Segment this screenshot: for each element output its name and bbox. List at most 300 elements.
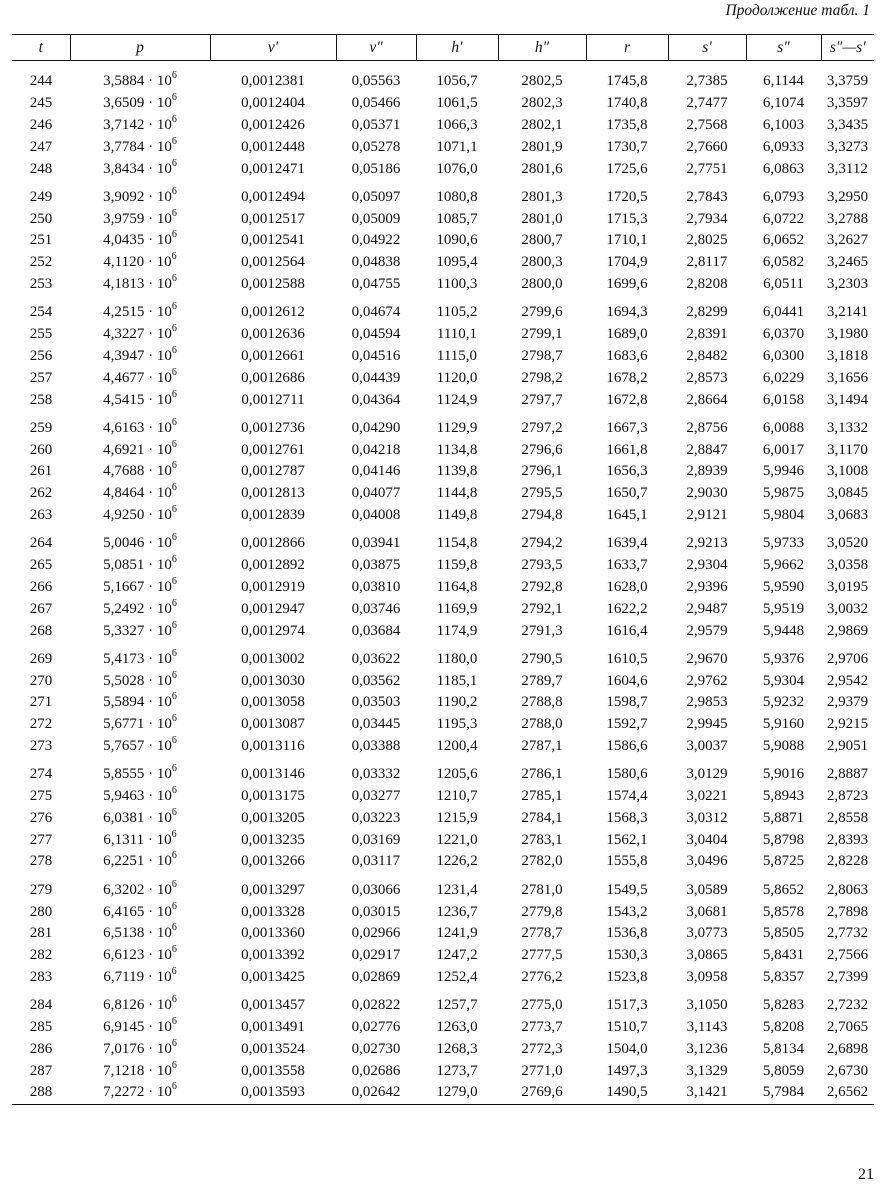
pressure-mantissa: 4,4677 · 10 [103,369,172,386]
cell-v-double-prime: 0,04594 [351,326,401,343]
table-row [12,367,874,389]
cell-s-prime: 2,8573 [686,369,728,386]
cell-t: 273 [29,738,53,754]
cell-h-double-prime: 2798,7 [521,347,563,364]
cell-v-prime: 0,0013235 [241,831,305,848]
pressure-exponent: 6 [171,251,177,263]
cell-s-prime: 2,9396 [686,578,728,595]
cell-v-prime: 0,0012813 [241,485,305,502]
cell-p [70,1082,210,1104]
pressure-exponent: 6 [171,273,177,285]
cell-v-prime: 0,0012541 [241,232,305,249]
cell-v-double-prime: 0,04674 [351,304,401,321]
pressure-mantissa: 4,9250 · 10 [103,507,172,524]
cell-h-double-prime: 2796,6 [521,441,563,458]
cell-v-double-prime: 0,05278 [351,138,401,155]
cell-h-prime: 1164,8 [436,578,478,595]
table-row [12,736,874,758]
table-row [12,71,874,93]
cell-r: 1650,7 [606,485,648,502]
cell-s-difference: 3,3597 [826,95,869,112]
cell-s-prime: 2,8117 [686,254,728,271]
cell-h-prime: 1221,0 [436,831,478,848]
cell-r: 1543,2 [606,903,648,920]
pressure-mantissa: 5,0046 · 10 [103,535,172,552]
cell-s-prime: 2,7843 [686,188,728,205]
pressure-mantissa: 4,5415 · 10 [103,391,172,408]
cell-v-double-prime: 0,04218 [351,441,401,458]
cell-t: 282 [29,947,53,964]
cell-s-prime: 2,9670 [686,650,728,667]
cell-v-double-prime: 0,05009 [351,210,401,227]
table-row [12,620,874,642]
cell-v-double-prime: 0,05186 [351,160,401,177]
cell-v-double-prime: 0,02822 [351,997,401,1014]
cell-p [70,533,210,555]
pressure-exponent: 6 [171,597,177,609]
cell-s-difference: 3,3435 [826,116,869,133]
cell-v-prime: 0,0012494 [241,188,305,205]
cell-s-difference: 3,1818 [826,347,869,364]
cell-r: 1574,4 [606,788,648,805]
cell-p [70,670,210,692]
cell-s-difference: 2,7232 [826,997,869,1014]
cell-r: 1735,8 [606,116,648,133]
cell-v-double-prime: 0,04077 [351,485,401,502]
pressure-mantissa: 4,2515 · 10 [103,304,172,321]
steam-properties-table [12,34,874,1105]
cell-t: 276 [29,809,53,826]
table-row [12,808,874,830]
pressure-exponent: 6 [171,229,177,241]
cell-t: 262 [29,485,53,502]
cell-v-prime: 0,0012661 [241,347,305,364]
pressure-mantissa: 7,1218 · 10 [103,1062,172,1079]
cell-v-double-prime: 0,04922 [351,232,401,249]
cell-v-double-prime: 0,03746 [351,600,401,617]
pressure-exponent: 6 [171,647,177,659]
table-row [12,158,874,180]
table-row [12,346,874,368]
cell-h-prime: 1056,7 [436,73,478,90]
cell-p [70,808,210,830]
cell-r: 1715,3 [606,210,648,227]
pressure-mantissa: 4,0435 · 10 [103,232,172,249]
cell-t: 275 [29,788,53,805]
cell-s-double-prime: 6,0088 [762,419,805,436]
cell-s-double-prime: 5,8798 [762,831,805,848]
cell-r: 1549,5 [606,881,648,898]
cell-h-double-prime: 2788,8 [521,694,563,711]
header-p: p [70,35,210,61]
pressure-exponent: 6 [171,691,177,703]
cell-r: 1745,8 [606,73,648,90]
cell-s-double-prime: 6,0793 [762,188,805,205]
cell-v-prime: 0,0013360 [241,925,305,942]
table-row [12,995,874,1017]
cell-s-prime: 2,7934 [686,210,728,227]
pressure-exponent: 6 [171,878,177,890]
pressure-mantissa: 7,0176 · 10 [103,1040,172,1057]
cell-r: 1661,8 [606,441,648,458]
cell-h-double-prime: 2789,7 [521,672,563,689]
cell-r: 1683,6 [606,347,648,364]
table-row [12,923,874,945]
cell-h-double-prime: 2788,0 [521,716,563,733]
pressure-exponent: 6 [171,366,177,378]
cell-t: 249 [29,188,53,205]
cell-h-double-prime: 2775,0 [521,997,563,1014]
cell-r: 1656,3 [606,463,648,480]
cell-v-prime: 0,0013593 [210,1082,336,1104]
cell-p [70,598,210,620]
cell-v-prime: 0,0012711 [241,391,305,408]
header-t: t [12,35,70,61]
cell-s-double-prime: 5,9804 [762,507,805,524]
header-s-prime: s′ [668,35,746,61]
cell-r: 1504,0 [606,1040,648,1057]
cell-t: 277 [29,831,53,848]
cell-t: 268 [29,622,53,639]
cell-s-difference: 2,9706 [826,650,869,667]
table-row [12,555,874,577]
cell-s-prime: 2,9762 [686,672,728,689]
cell-s-prime: 3,1143 [686,1019,728,1036]
pressure-exponent: 6 [171,113,177,125]
cell-v-prime: 0,0013002 [241,650,305,667]
cell-s-double-prime: 5,9946 [762,463,805,480]
cell-h-prime: 1200,4 [436,738,478,754]
cell-s-difference: 2,9051 [826,738,869,754]
pressure-exponent: 6 [171,1059,177,1071]
cell-s-difference: 3,3759 [826,73,869,90]
cell-s-difference: 3,0845 [826,485,869,502]
cell-h-prime: 1061,5 [436,95,478,112]
table-row [12,764,874,786]
cell-s-double-prime: 5,9448 [762,622,805,639]
cell-s-prime: 2,9487 [686,600,728,617]
cell-s-double-prime: 5,8505 [762,925,805,942]
pressure-mantissa: 5,2492 · 10 [103,600,172,617]
table-row [12,901,874,923]
cell-t: 261 [29,463,53,480]
pressure-exponent: 6 [171,135,177,147]
pressure-exponent: 6 [171,323,177,335]
pressure-exponent: 6 [171,735,177,746]
cell-p [70,714,210,736]
pressure-exponent: 6 [171,92,177,104]
cell-r: 1704,9 [606,254,648,271]
cell-s-difference: 3,3273 [826,138,869,155]
cell-p [70,158,210,180]
cell-p [70,136,210,158]
header-r: r [586,35,668,61]
table-row [12,714,874,736]
cell-t: 270 [29,672,53,689]
pressure-exponent: 6 [171,554,177,566]
cell-s-prime: 3,1329 [686,1062,728,1079]
pressure-mantissa: 7,2272 · 10 [103,1084,172,1101]
pressure-mantissa: 4,6921 · 10 [103,441,172,458]
cell-s-prime: 3,0589 [686,881,728,898]
cell-t: 271 [29,694,53,711]
cell-t: 286 [29,1040,53,1057]
cell-h-prime: 1263,0 [436,1019,478,1036]
cell-v-double-prime: 0,02966 [351,925,401,942]
cell-p [70,439,210,461]
table-row [12,274,874,296]
cell-s-double-prime: 6,0370 [762,326,805,343]
cell-s-double-prime: 5,8725 [762,853,805,870]
cell-h-double-prime: 2802,3 [521,95,563,112]
cell-s-double-prime: 6,0300 [762,347,805,364]
cell-h-prime: 1180,0 [436,650,478,667]
cell-s-difference: 2,6898 [826,1040,869,1057]
cell-v-double-prime: 0,03223 [351,809,401,826]
cell-s-prime: 3,0496 [686,853,728,870]
pressure-mantissa: 4,8464 · 10 [103,485,172,502]
pressure-mantissa: 6,4165 · 10 [103,903,172,920]
cell-h-double-prime: 2801,9 [521,138,563,155]
cell-s-double-prime: 5,8283 [762,997,805,1014]
cell-s-prime: 2,7660 [686,138,728,155]
pressure-exponent: 6 [171,944,177,956]
cell-s-double-prime: 5,7984 [746,1082,821,1104]
cell-t: 269 [29,650,53,667]
cell-p [70,692,210,714]
cell-t: 256 [29,347,53,364]
cell-h-prime: 1144,8 [436,485,478,502]
header-v-prime: v′ [210,35,336,61]
page-number: 21 [858,1166,874,1183]
cell-h-double-prime: 2778,7 [521,925,563,942]
cell-p [70,208,210,230]
pressure-exponent: 6 [171,994,177,1006]
cell-h-prime: 1268,3 [436,1040,478,1057]
cell-v-double-prime: 0,02730 [351,1040,401,1057]
cell-p [70,879,210,901]
pressure-mantissa: 3,9759 · 10 [103,210,172,227]
cell-h-prime: 1085,7 [436,210,478,227]
cell-v-double-prime: 0,03117 [351,853,401,870]
pressure-exponent: 6 [171,1081,177,1093]
cell-r: 1562,1 [606,831,648,848]
cell-h-prime: 1236,7 [436,903,478,920]
cell-h-prime: 1159,8 [436,557,478,574]
cell-r: 1598,7 [606,694,648,711]
cell-v-prime: 0,0012517 [241,210,305,227]
cell-h-double-prime: 2799,1 [521,326,563,343]
pressure-exponent: 6 [171,185,177,197]
cell-v-prime: 0,0012761 [241,441,305,458]
cell-h-double-prime: 2784,1 [521,809,563,826]
pressure-mantissa: 6,9145 · 10 [103,1019,172,1036]
pressure-exponent: 6 [171,460,177,472]
cell-r: 1586,6 [606,738,648,754]
cell-v-prime: 0,0012892 [241,557,305,574]
table-row [12,186,874,208]
cell-s-double-prime: 5,8357 [762,968,805,985]
cell-v-prime: 0,0012381 [241,73,305,90]
cell-h-double-prime: 2801,3 [521,188,563,205]
cell-v-double-prime: 0,02917 [351,947,401,964]
cell-h-double-prime: 2802,1 [521,116,563,133]
table-row [12,505,874,527]
table-row [12,230,874,252]
cell-v-double-prime: 0,03622 [351,650,401,667]
pressure-exponent: 6 [171,157,177,169]
cell-h-prime: 1139,8 [436,463,478,480]
cell-p [70,417,210,439]
cell-v-prime: 0,0012974 [241,622,305,639]
cell-h-prime: 1071,1 [436,138,478,155]
pressure-exponent: 6 [171,70,177,82]
cell-s-difference: 3,0195 [826,578,869,595]
cell-s-prime: 3,0037 [686,738,728,754]
pressure-mantissa: 4,1813 · 10 [103,276,172,293]
cell-r: 1730,7 [606,138,648,155]
cell-s-difference: 2,9869 [826,622,869,639]
cell-p [70,577,210,599]
cell-p [70,620,210,642]
cell-s-difference: 2,7898 [826,903,869,920]
cell-v-prime: 0,0013392 [241,947,305,964]
pressure-mantissa: 3,7784 · 10 [103,138,172,155]
pressure-exponent: 6 [171,850,177,862]
cell-s-difference: 3,2141 [826,304,869,321]
table-row [12,533,874,555]
cell-v-prime: 0,0012919 [241,578,305,595]
cell-r: 1678,2 [606,369,648,386]
cell-p [70,851,210,873]
cell-t: 250 [29,210,53,227]
cell-h-prime: 1105,2 [436,304,478,321]
pressure-mantissa: 3,5884 · 10 [103,73,172,90]
pressure-exponent: 6 [171,388,177,400]
cell-t: 264 [29,535,53,552]
cell-t: 252 [29,254,53,271]
pressure-mantissa: 4,1120 · 10 [103,254,172,271]
cell-r: 1568,3 [606,809,648,826]
cell-s-prime: 3,0404 [686,831,728,848]
table-row [12,648,874,670]
cell-h-double-prime: 2772,3 [521,1040,563,1057]
header-s-double-prime: s″ [746,35,821,61]
pressure-exponent: 6 [171,344,177,356]
cell-v-double-prime: 0,03332 [351,766,401,783]
cell-p [70,1038,210,1060]
cell-t: 267 [29,600,53,617]
cell-s-difference: 3,0520 [826,535,869,552]
pressure-mantissa: 4,3227 · 10 [103,326,172,343]
table-row [12,1082,874,1104]
cell-p [70,71,210,93]
cell-h-double-prime: 2800,0 [521,276,563,293]
cell-v-prime: 0,0013058 [241,694,305,711]
cell-s-prime: 2,8025 [686,232,728,249]
cell-h-double-prime: 2779,8 [521,903,563,920]
cell-s-difference: 3,2950 [826,188,869,205]
cell-r: 1555,8 [606,853,648,870]
cell-v-prime: 0,0012866 [241,535,305,552]
cell-s-difference: 3,2627 [826,232,869,249]
header-s-difference: s″—s′ [821,35,874,61]
pressure-mantissa: 3,8434 · 10 [103,160,172,177]
cell-v-double-prime: 0,03562 [351,672,401,689]
cell-r: 1725,6 [606,160,648,177]
pressure-mantissa: 5,5028 · 10 [103,672,172,689]
cell-s-double-prime: 5,9875 [762,485,805,502]
cell-p [70,483,210,505]
cell-h-double-prime: 2791,3 [521,622,563,639]
cell-s-double-prime: 5,9590 [762,578,805,595]
pressure-mantissa: 3,9092 · 10 [103,188,172,205]
cell-s-prime: 2,9945 [686,716,728,733]
cell-v-prime: 0,0013425 [241,968,305,985]
cell-s-difference: 3,3112 [827,160,868,177]
cell-s-difference: 3,2303 [826,276,869,293]
cell-t: 278 [29,853,53,870]
cell-h-double-prime: 2782,0 [521,853,563,870]
cell-t: 279 [29,881,53,898]
cell-h-prime: 1210,7 [436,788,478,805]
table-row [12,598,874,620]
pressure-exponent: 6 [171,965,177,977]
cell-h-prime: 1124,9 [436,391,478,408]
cell-v-prime: 0,0012636 [241,326,305,343]
cell-v-prime: 0,0012471 [241,160,305,177]
cell-v-double-prime: 0,04146 [351,463,401,480]
cell-v-prime: 0,0012736 [241,419,305,436]
cell-t: 253 [29,276,53,293]
cell-s-difference: 2,8228 [826,853,869,870]
cell-s-double-prime: 6,1074 [762,95,805,112]
cell-t: 263 [29,507,53,524]
cell-h-prime: 1154,8 [436,535,478,552]
cell-h-prime: 1066,3 [436,116,478,133]
pressure-mantissa: 6,2251 · 10 [103,853,172,870]
cell-h-double-prime: 2786,1 [521,766,563,783]
spacer-cell [12,61,874,72]
cell-s-double-prime: 5,8652 [762,881,805,898]
table-row [12,1060,874,1082]
cell-v-double-prime: 0,04364 [351,391,401,408]
cell-v-double-prime: 0,04838 [351,254,401,271]
cell-s-difference: 3,0032 [826,600,869,617]
pressure-mantissa: 5,3327 · 10 [103,622,172,639]
pressure-exponent: 6 [171,1016,177,1028]
cell-p [70,555,210,577]
pressure-mantissa: 5,0851 · 10 [103,557,172,574]
cell-s-double-prime: 6,0652 [762,232,805,249]
pressure-exponent: 6 [171,1037,177,1049]
cell-s-difference: 3,2465 [826,254,869,271]
header-h-double-prime: h″ [498,35,586,61]
cell-r: 1517,3 [606,997,648,1014]
cell-p [70,995,210,1017]
cell-h-prime: 1279,0 [416,1082,498,1104]
pressure-exponent: 6 [171,785,177,797]
cell-v-prime: 0,0012404 [241,95,305,112]
cell-v-double-prime: 0,03388 [351,738,401,754]
cell-s-prime: 3,0865 [686,947,728,964]
cell-p [70,461,210,483]
cell-h-prime: 1169,9 [436,600,478,617]
cell-s-prime: 2,8299 [686,304,728,321]
cell-t: 257 [29,369,53,386]
cell-s-difference: 3,0683 [826,507,869,524]
cell-r: 1740,8 [606,95,648,112]
